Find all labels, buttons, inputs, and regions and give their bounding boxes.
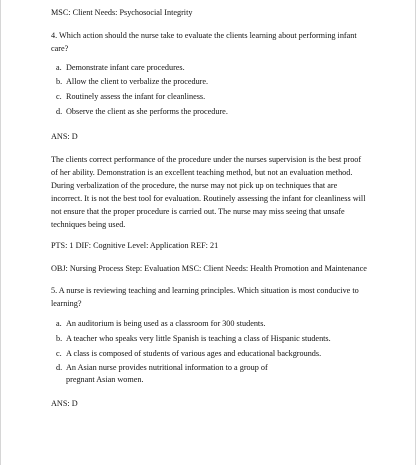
- option-letter: a.: [56, 63, 62, 72]
- option-letter: c.: [56, 92, 62, 101]
- msc-line: MSC: Client Needs: Psychosocial Integrity: [51, 8, 193, 17]
- q4-pts-line: PTS: 1 DIF: Cognitive Level: Application REF: 21: [51, 241, 219, 250]
- q4-option-c: [56, 91, 205, 103]
- option-letter: d.: [56, 107, 63, 116]
- q4-answer: ANS: D: [51, 132, 78, 141]
- option-text: Routinely assess the infant for cleanliness.: [66, 92, 206, 101]
- option-letter: a.: [56, 319, 62, 328]
- q5-option-c: [56, 348, 321, 360]
- question-4-stem: 4. Which action should the nurse take to evaluate the clients learning about performing infant care?: [51, 31, 357, 53]
- option-letter: d.: [56, 363, 63, 372]
- question-5-stem: 5. A nurse is reviewing teaching and learning principles. Which situation is most conducive to learning?: [51, 286, 359, 308]
- q4-option-d: [56, 106, 228, 118]
- q4-option-a: [56, 62, 185, 74]
- option-letter: c.: [56, 349, 62, 358]
- option-letter: b.: [56, 77, 63, 86]
- option-text: An Asian nurse provides nutritional information to a group of pregnant Asian women.: [66, 363, 268, 384]
- q5-option-b: [56, 333, 331, 345]
- q4-option-b: [56, 76, 208, 88]
- option-text: Observe the client as she performs the procedure.: [66, 107, 228, 116]
- option-text: Demonstrate infant care procedures.: [66, 63, 185, 72]
- option-text: A teacher who speaks very little Spanish is teaching a class of Hispanic students.: [66, 334, 331, 343]
- q5-answer: ANS: D: [51, 399, 78, 408]
- option-text: A class is composed of students of various ages and educational backgrounds.: [66, 349, 322, 358]
- q4-obj-line: OBJ: Nursing Process Step: Evaluation MSC: Client Needs: Health Promotion and Maintenance: [51, 264, 367, 273]
- option-text: Allow the client to verbalize the procedure.: [66, 77, 209, 86]
- option-letter: b.: [56, 334, 63, 343]
- q5-option-d: [56, 362, 291, 386]
- q4-rationale: The clients correct performance of the procedure under the nurses supervision is the best proof of her ability. Demonstration is an excellent teaching method, but not an evaluation method. During verbalization of the procedure, the nurse may not pick up on techniques that are incorrect. It is not the best tool for evaluation. Routinely assessing the infant for cleanliness will not ensure that the proper procedure is carried out. The nurse may miss seeing that unsafe techniques being used.: [51, 155, 366, 229]
- q5-option-a: [56, 318, 265, 330]
- option-text: An auditorium is being used as a classroom for 300 students.: [66, 319, 266, 328]
